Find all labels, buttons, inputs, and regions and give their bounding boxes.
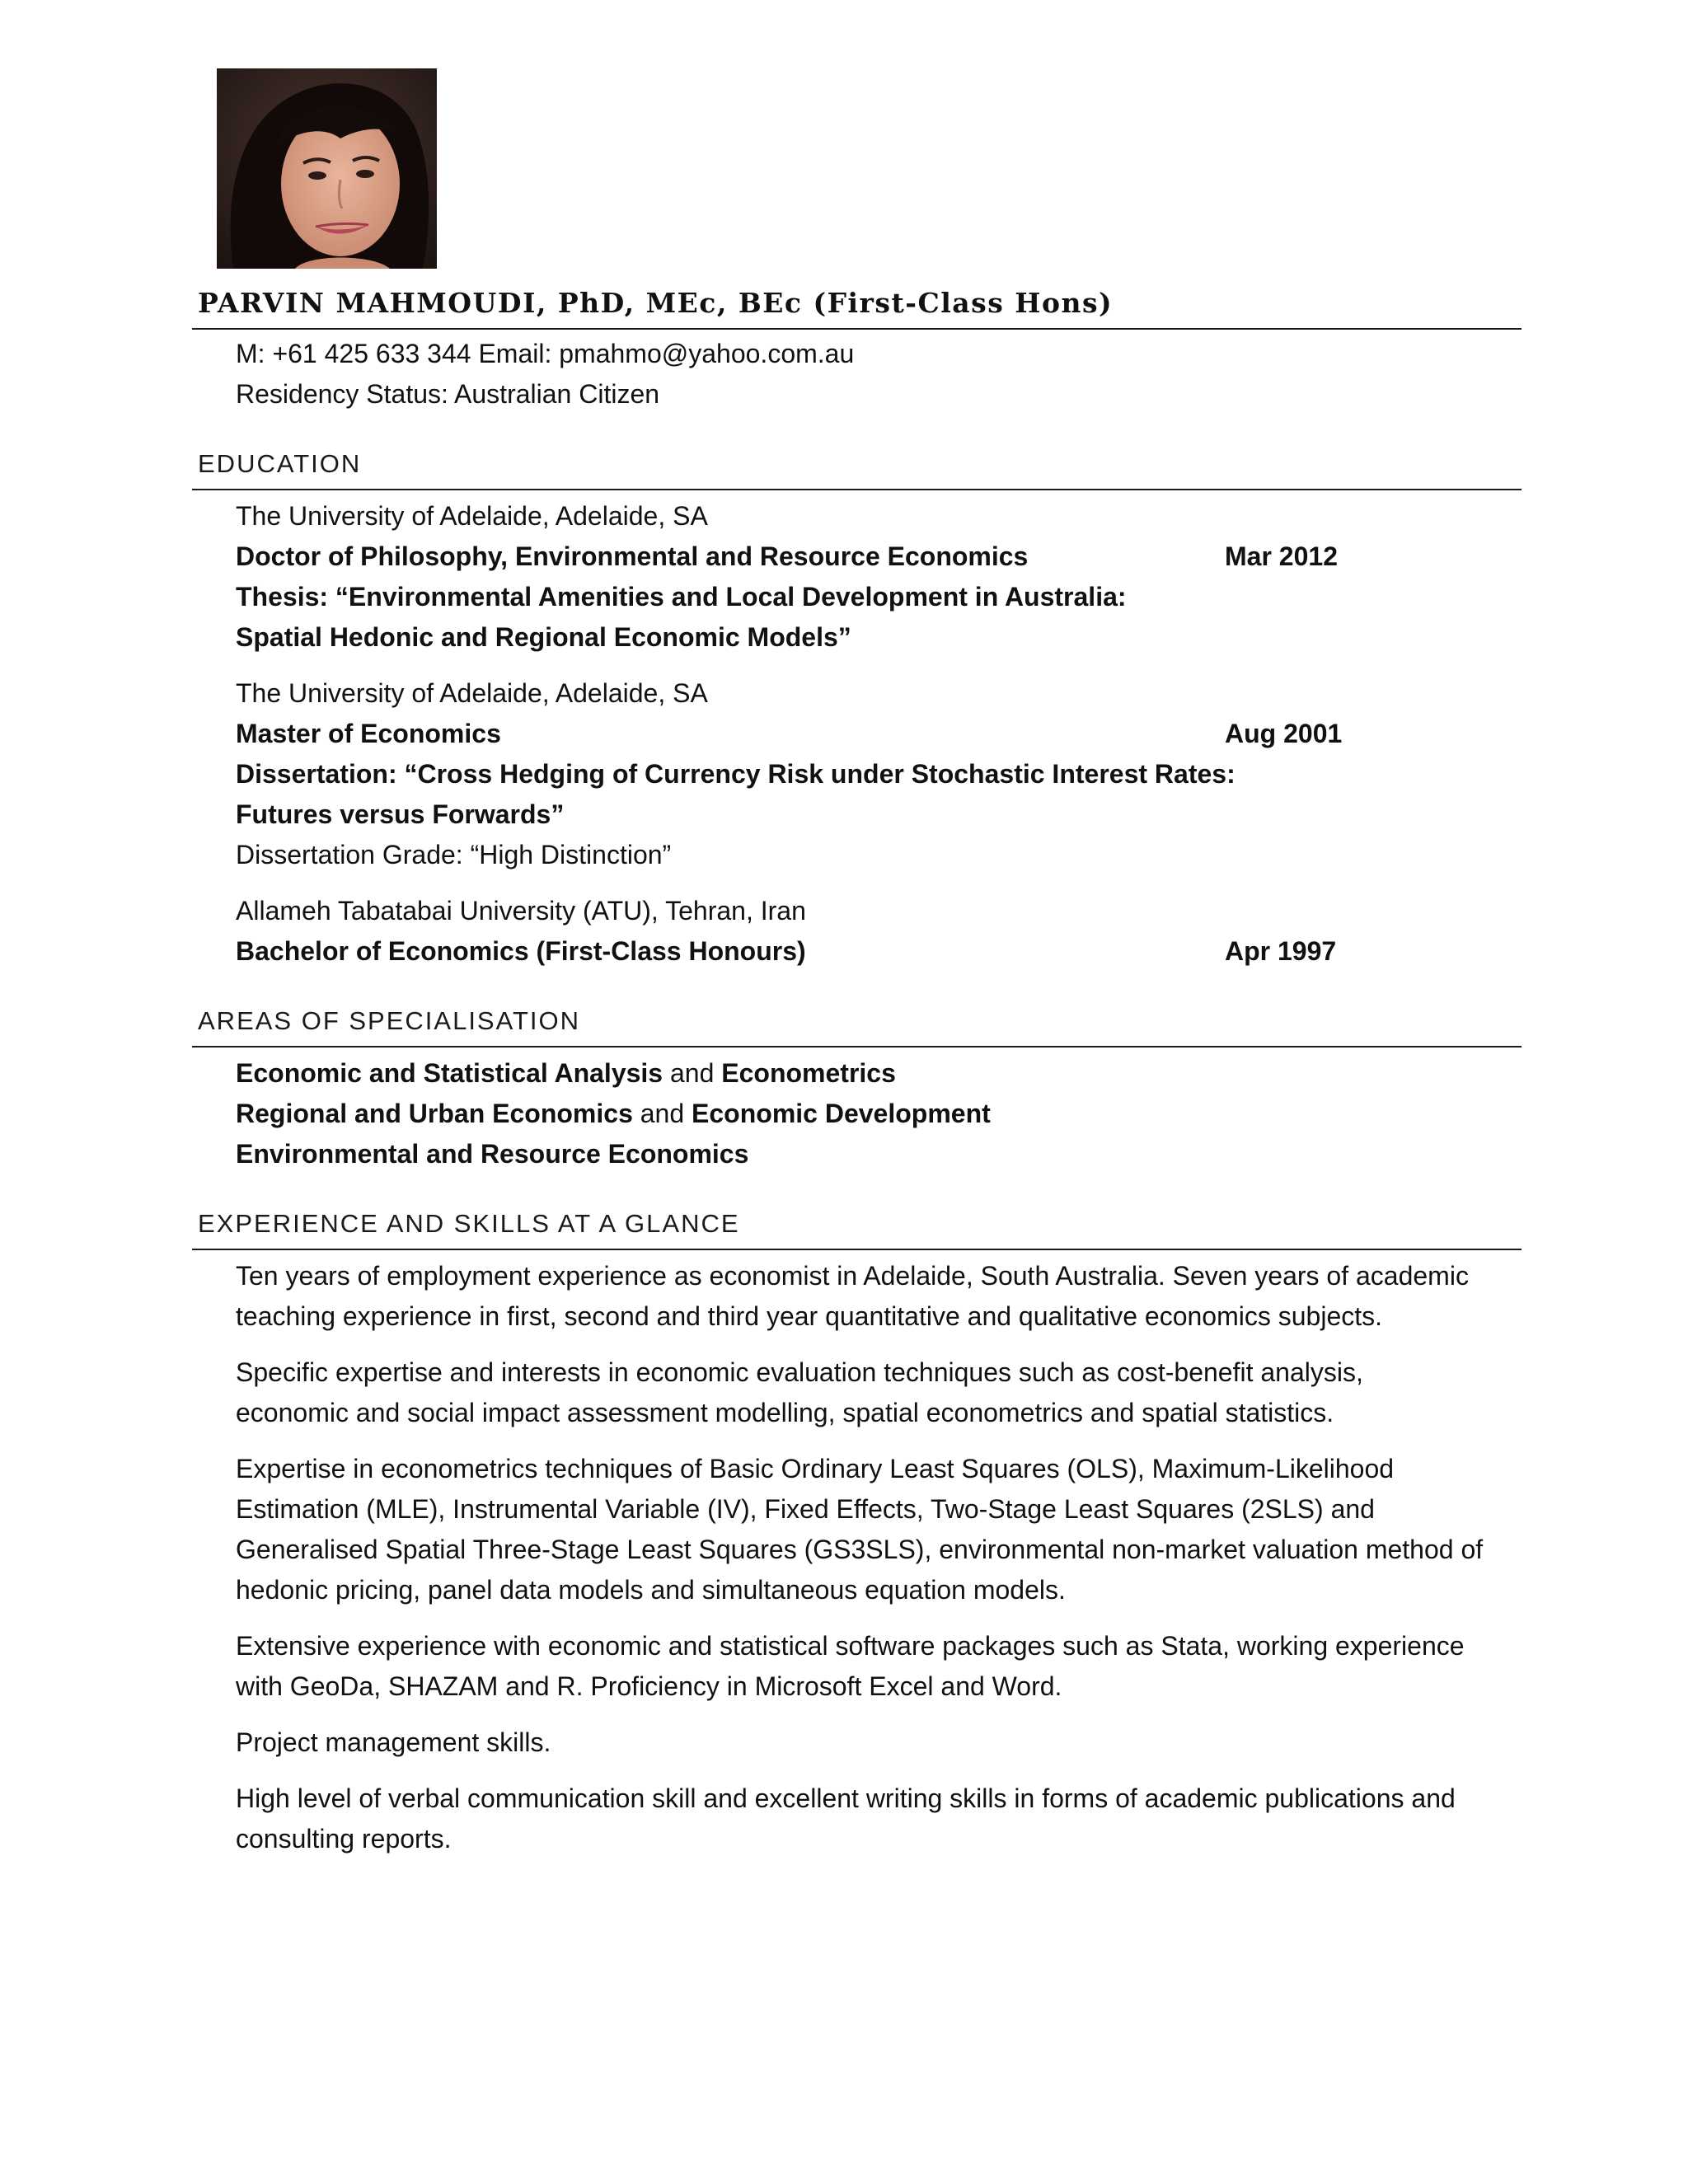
education-divider — [192, 489, 1522, 490]
experience-p3-line2: Estimation (MLE), Instrumental Variable (IV), Fixed Effects, Two-Stage Least Squares (2SLS) and — [236, 1494, 1375, 1524]
experience-divider — [192, 1249, 1522, 1250]
experience-p3-line3: Generalised Spatial Three-Stage Least Squares (GS3SLS), environmental non-market valuation method of — [236, 1535, 1484, 1564]
experience-p3-line4: hedonic pricing, panel data models and simultaneous equation models. — [236, 1575, 1066, 1605]
experience-p2-line1: Specific expertise and interests in economic evaluation techniques such as cost-benefit analysis, — [236, 1357, 1363, 1387]
specialisation-1a: Economic and Statistical Analysis — [236, 1058, 663, 1088]
education-heading: EDUCATION — [198, 449, 362, 478]
experience-paragraph-2 — [236, 1352, 1522, 1433]
phd-thesis-line1: Thesis: “Environmental Amenities and Local Development in Australia: — [236, 582, 1127, 612]
experience-paragraph-3 — [236, 1449, 1522, 1610]
contact-line: M: +61 425 633 344 Email: pmahmo@yahoo.com.au — [236, 339, 855, 368]
phd-thesis-line2: Spatial Hedonic and Regional Economic Models” — [236, 622, 851, 652]
experience-p4-line2: with GeoDa, SHAZAM and R. Proficiency in Microsoft Excel and Word. — [236, 1671, 1062, 1701]
bec-institution: Allameh Tabatabai University (ATU), Tehran, Iran — [236, 896, 806, 926]
experience-paragraph-1 — [236, 1256, 1522, 1337]
mec-institution: The University of Adelaide, Adelaide, SA — [236, 678, 708, 708]
experience-p6-line1: High level of verbal communication skill and excellent writing skills in forms of academic publications and — [236, 1783, 1456, 1813]
experience-p6-line2: consulting reports. — [236, 1824, 452, 1854]
specialisation-line-2 — [236, 1094, 991, 1134]
experience-p1-line1: Ten years of employment experience as economist in Adelaide, South Australia. Seven years of academic — [236, 1261, 1469, 1291]
bec-degree: Bachelor of Economics (First-Class Honours) — [236, 936, 806, 966]
specialisation-line-1 — [236, 1053, 896, 1094]
experience-paragraph-4 — [236, 1626, 1522, 1707]
specialisation-line-3: Environmental and Resource Economics — [236, 1139, 749, 1169]
candidate-name: PARVIN MAHMOUDI, PhD, MEc, BEc (First-Class Hons) — [198, 287, 1114, 319]
profile-photo — [217, 68, 437, 269]
phd-date: Mar 2012 — [1225, 541, 1338, 571]
specialisation-1b: Econometrics — [721, 1058, 896, 1088]
mec-dissertation-line2: Futures versus Forwards” — [236, 799, 565, 829]
mec-date: Aug 2001 — [1225, 719, 1343, 748]
experience-paragraph-6 — [236, 1779, 1522, 1859]
specialisation-2b: Economic Development — [692, 1099, 991, 1128]
mec-degree: Master of Economics — [236, 719, 501, 748]
phd-degree: Doctor of Philosophy, Environmental and Resource Economics — [236, 541, 1029, 571]
specialisation-divider — [192, 1046, 1522, 1047]
experience-p1-line2: teaching experience in first, second and third year quantitative and qualitative economics subjects. — [236, 1301, 1383, 1331]
experience-p4-line1: Extensive experience with economic and statistical software packages such as Stata, working experience — [236, 1631, 1465, 1661]
profile-photo-image — [217, 68, 437, 269]
specialisation-2a: Regional and Urban Economics — [236, 1099, 633, 1128]
residency-line: Residency Status: Australian Citizen — [236, 379, 660, 409]
mec-grade: Dissertation Grade: “High Distinction” — [236, 840, 672, 869]
experience-heading: EXPERIENCE AND SKILLS AT A GLANCE — [198, 1209, 740, 1238]
bec-date: Apr 1997 — [1225, 936, 1337, 966]
experience-p2-line2: economic and social impact assessment modelling, spatial econometrics and spatial statistics. — [236, 1398, 1334, 1427]
specialisation-heading: AREAS OF SPECIALISATION — [198, 1006, 581, 1035]
mec-dissertation-line1: Dissertation: “Cross Hedging of Currency Risk under Stochastic Interest Rates: — [236, 759, 1236, 789]
phd-institution: The University of Adelaide, Adelaide, SA — [236, 501, 708, 531]
experience-p3-line1: Expertise in econometrics techniques of Basic Ordinary Least Squares (OLS), Maximum-Likelihood — [236, 1454, 1395, 1483]
specialisation-2-join: and — [632, 1099, 692, 1128]
specialisation-1-join: and — [663, 1058, 722, 1088]
experience-paragraph-5 — [236, 1722, 1522, 1763]
name-divider — [192, 328, 1522, 330]
experience-p5-line1: Project management skills. — [236, 1727, 551, 1757]
